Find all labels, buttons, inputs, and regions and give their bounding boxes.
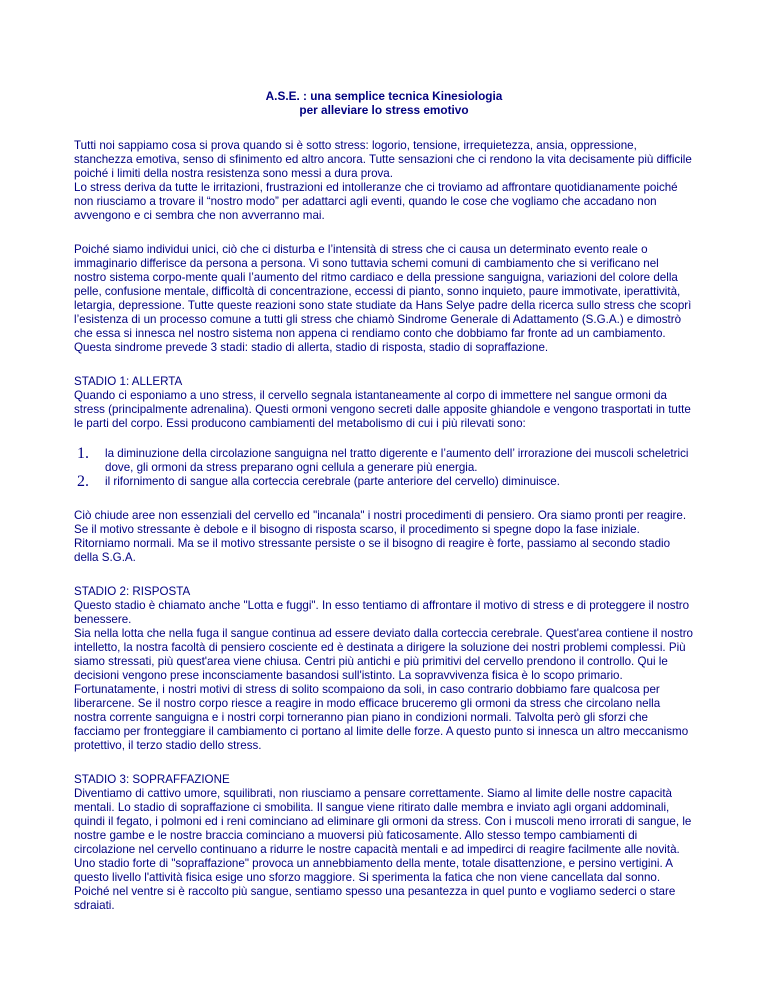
stage-2-paragraph-3: Fortunatamente, i nostri motivi di stress di solito scompaiono da soli, in caso contrario dobbiamo fare qualcosa per liberarcene. Se il nostro corpo riesce a reagire in modo efficace bruceremo gli ormoni da stress che circolano nella nostra corrente sanguigna e i nostri corpi torneranno pian piano in condizioni normali. Talvolta però gli sforzi che facciamo per fronteggiare il cambiamento ci portano al limite delle forze. A questo punto si innesca un altro meccanismo protettivo, il terzo stadio dello stress. — [74, 683, 689, 752]
title-line-2: per alleviare lo stress emotivo — [299, 103, 469, 117]
stage-1-section — [74, 375, 694, 489]
title-line-1: A.S.E. : una semplice tecnica Kinesiologia — [265, 89, 503, 103]
intro-paragraph-2: Lo stress deriva da tutte le irritazioni, frustrazioni ed intolleranze che ci troviamo ad affrontare quotidianamente poiché non riusciamo a trovare il “nostro modo” per adattarci agli eventi, quando le cose che vogliamo che accadano non avvengono e ci sembra che non avverranno mai. — [74, 181, 678, 222]
list-item — [74, 475, 694, 489]
after-list-section — [74, 509, 694, 565]
list-item-number: 2. — [77, 473, 89, 490]
stage-3-section — [74, 773, 694, 913]
stage-2-paragraph-2: Sia nella lotta che nella fuga il sangue continua ad essere deviato dalla corteccia cerebrale. Quest'area contiene il nostro intelletto, la nostra facoltà di pensiero cosciente ed è destinata a dirigere la soluzione dei nostri problemi complessi. Più siamo stressati, più quest'area viene chiusa. Centri più antichi e più primitivi del cervello prendono il controllo. Qui le decisioni vengono prese inconsciamente basandosi sull'istinto. La sopravvivenza fisica è lo scopo primario. — [74, 627, 693, 682]
document-page — [74, 89, 694, 913]
after-list-paragraph: Ciò chiude aree non essenziali del cervello ed "incanala" i nostri procedimenti di pensiero. Ora siamo pronti per reagire. Se il motivo stressante è debole e il bisogno di risposta scarso, il procedimento si spegne dopo la fase iniziale. Ritorniamo normali. Ma se il motivo stressante persiste o se il bisogno di reagire è forte, passiamo al secondo stadio della S.G.A. — [74, 509, 687, 564]
stage-2-heading: STADIO 2: RISPOSTA — [74, 585, 191, 598]
stage-2-section — [74, 585, 694, 753]
stage-1-heading: STADIO 1: ALLERTA — [74, 375, 183, 388]
stage-2-paragraph-1: Questo stadio è chiamato anche "Lotta e fuggi". In esso tentiamo di affrontare il motivo di stress e di proteggere il nostro benessere. — [74, 599, 690, 626]
list-item — [74, 447, 694, 475]
syndrome-section — [74, 243, 694, 355]
list-item-text: il rifornimento di sangue alla corteccia cerebrale (parte anteriore del cervello) diminuisce. — [105, 475, 560, 488]
list-item-number: 1. — [77, 445, 89, 462]
intro-section — [74, 139, 694, 223]
document-title — [74, 89, 694, 117]
intro-paragraph-1: Tutti noi sappiamo cosa si prova quando si è sotto stress: logorio, tensione, irrequietezza, ansia, oppressione, stanchezza emotiva, senso di sfinimento ed altro ancora. Tutte sensazioni che ci rendono la vita decisamente più difficile poiché i limiti della nostra resistenza sono messi a dura prova. — [74, 139, 692, 180]
stage-1-list — [74, 447, 694, 489]
syndrome-paragraph: Poiché siamo individui unici, ciò che ci disturba e l’intensità di stress che ci causa un determinato evento reale o immaginario differisce da persona a persona. Vi sono tuttavia schemi comuni di cambiamento che si verificano nel nostro sistema corpo-mente quali l’aumento del ritmo cardiaco e della pressione sanguigna, variazioni del colore della pelle, confusione mentale, difficoltà di concentrazione, eccessi di pianto, sonno inquieto, paure immotivate, iperattività, letargia, depressione. Tutte queste reazioni sono state studiate da Hans Selye padre della ricerca sullo stress che scoprì l’esistenza di un processo comune a tutti gli stress che chiamò Sindrome Generale di Adattamento (S.G.A.) e dimostrò che essa si innesca nel nostro sistema non appena ci rendiamo conto che dobbiamo far fronte ad un cambiamento. Questa sindrome prevede 3 stadi: stadio di allerta, stadio di risposta, stadio di sopraffazione. — [74, 243, 692, 354]
stage-3-paragraph: Diventiamo di cattivo umore, squilibrati, non riusciamo a pensare correttamente. Siamo al limite delle nostre capacità mentali. Lo stadio di sopraffazione ci smobilita. Il sangue viene ritirato dalle membra e inviato agli organi addominali, quindi il fegato, i polmoni ed i reni cominciano ad eliminare gli ormoni da stress. Con i muscoli meno irrorati di sangue, le nostre gambe e le nostre braccia cominciano a muoversi più faticosamente. Allo stesso tempo cambiamenti di circolazione nel cervello continuano a ridurre le nostre capacità mentali e ad impedirci di reagire facilmente alle novità. Uno stadio forte di "sopraffazione" provoca un annebbiamento della mente, totale disattenzione, e persino vertigini. A questo livello l'attività fisica esige uno sforzo maggiore. Si sperimenta la fatica che non viene cancellata dal sonno. Poiché nel ventre si è raccolto più sangue, sentiamo spesso una pesantezza in quel punto e vogliamo sederci o stare sdraiati. — [74, 787, 692, 912]
stage-3-heading: STADIO 3: SOPRAFFAZIONE — [74, 773, 230, 786]
stage-1-paragraph: Quando ci esponiamo a uno stress, il cervello segnala istantaneamente al corpo di immettere nel sangue ormoni da stress (principalmente adrenalina). Questi ormoni vengono secreti dalle apposite ghiandole e vengono trasportati in tutte le parti del corpo. Essi producono cambiamenti del metabolismo di cui i più rilevati sono: — [74, 389, 691, 430]
list-item-text: la diminuzione della circolazione sanguigna nel tratto digerente e l’aumento dell’ irrorazione dei muscoli scheletrici dove, gli ormoni da stress preparano ogni cellula a generare più energia. — [105, 447, 689, 474]
